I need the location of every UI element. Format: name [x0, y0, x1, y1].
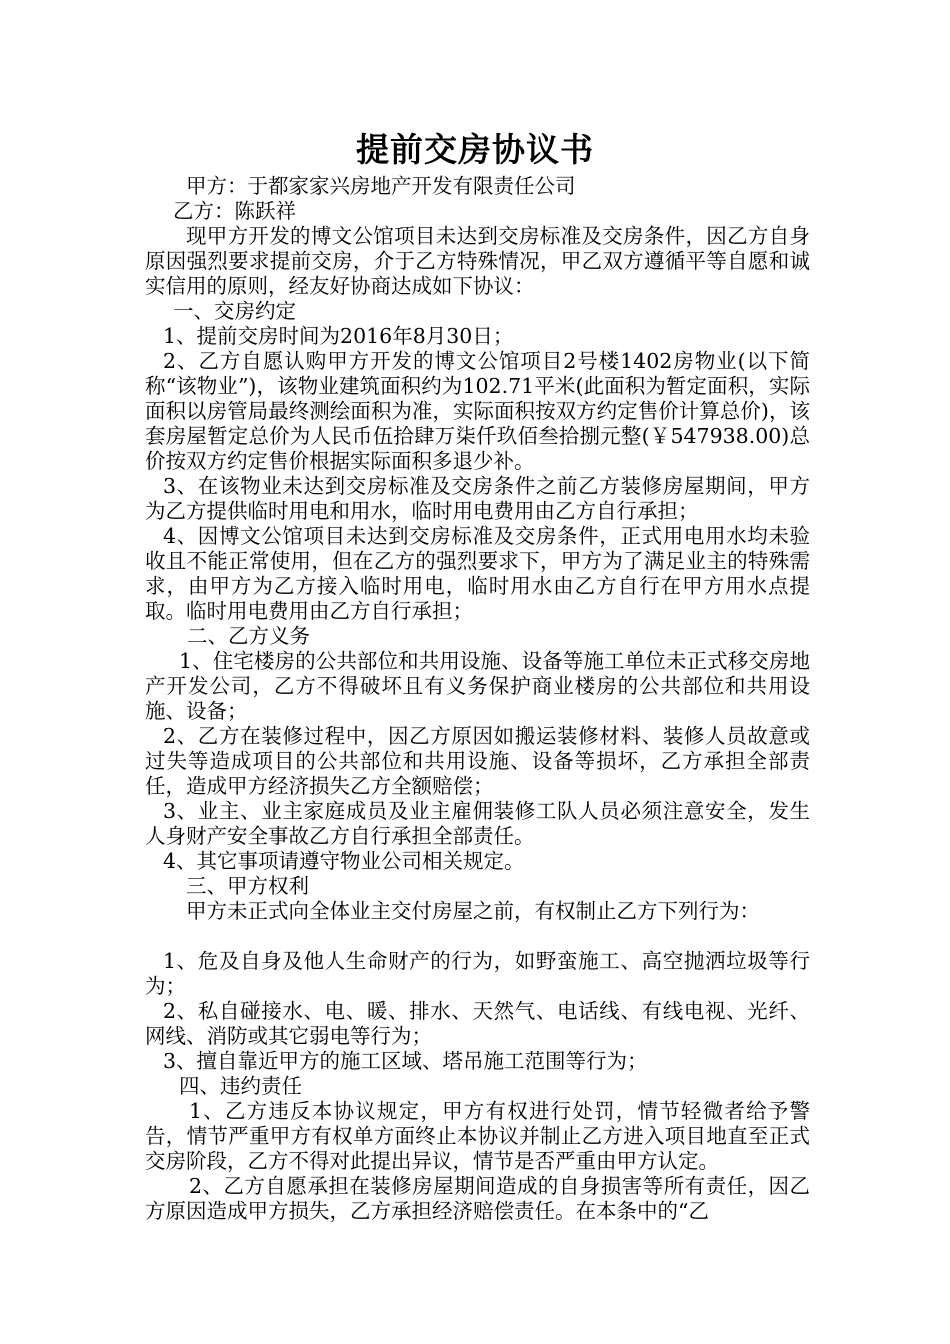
document-body: [145, 174, 810, 1224]
clause-paragraph: 2、乙方自愿认购甲方开发的博文公馆项目2号楼1402房物业(以下简称“该物业”)，该物业建筑面积约为102.71平米(此面积为暂定面积，实际面积以房管局最终测绘面积为准，实际面积按双方约定售价计算总价)，该套房屋暂定总价为人民币伍拾肆万柒仟玖佰叁拾捌元整(￥547938.00)总价按双方约定售价根据实际面积多退少补。: [145, 349, 810, 473]
section-heading-party-a-rights: 三、甲方权利: [186, 874, 309, 898]
clause-paragraph: 3、在该物业未达到交房标准及交房条件之前乙方装修房屋期间，甲方为乙方提供临时用电和用水，临时用电费用由乙方自行承担；: [145, 474, 810, 523]
clause-paragraph: 1、乙方违反本协议规定，甲方有权进行处罚，情节轻微者给予警告，情节严重甲方有权单方面终止本协议并制止乙方进入项目地直至正式交房阶段，乙方不得对此提出异议，情节是否严重由甲方认定。: [145, 1099, 810, 1173]
section-heading-party-b-obligations: 二、乙方义务: [187, 624, 310, 648]
clause-paragraph: 2、乙方在装修过程中，因乙方原因如搬运装修材料、装修人员故意或过失等造成项目的公共部位和共用设施、设备等损坏，乙方承担全部责任，造成甲方经济损失乙方全额赔偿；: [145, 724, 810, 798]
blank-line: [145, 924, 810, 949]
clause-paragraph: 3、业主、业主家庭成员及业主雇佣装修工队人员必须注意安全，发生人身财产安全事故乙方自行承担全部责任。: [145, 799, 810, 848]
rights-intro: 甲方未正式向全体业主交付房屋之前，有权制止乙方下列行为：: [186, 899, 760, 923]
clause-paragraph: 4、因博文公馆项目未达到交房标准及交房条件，正式用电用水均未验收且不能正常使用，但在乙方的强烈要求下，甲方为了满足业主的特殊需求，由甲方为乙方接入临时用电，临时用水由乙方自行在甲方用水点提取。临时用电费用由乙方自行承担；: [145, 524, 810, 623]
preamble-paragraph: 现甲方开发的博文公馆项目未达到交房标准及交房条件，因乙方自身原因强烈要求提前交房，介于乙方特殊情况，甲乙双方遵循平等自愿和诚实信用的原则，经友好协商达成如下协议：: [145, 224, 810, 298]
section-heading-delivery: 一、交房约定: [173, 299, 296, 323]
clause-paragraph: 2、私自碰接水、电、暖、排水、天然气、电话线、有线电视、光纤、网线、消防或其它弱电等行为；: [145, 999, 810, 1048]
clause-paragraph: 4、其它事项请遵守物业公司相关规定。: [163, 849, 525, 873]
clause-paragraph: 1、住宅楼房的公共部位和共用设施、设备等施工单位未正式移交房地产开发公司，乙方不得破坏且有义务保护商业楼房的公共部位和共用设施、设备；: [145, 649, 810, 723]
clause-paragraph: 1、提前交房时间为2016年8月30日；: [163, 324, 514, 348]
document-title: 提前交房协议书: [356, 130, 594, 169]
party-a: 甲方：于都家家兴房地产开发有限责任公司: [186, 174, 576, 198]
clause-paragraph: 3、擅自靠近甲方的施工区域、塔吊施工范围等行为；: [163, 1049, 648, 1073]
clause-paragraph: 1、危及自身及他人生命财产的行为，如野蛮施工、高空抛洒垃圾等行为；: [145, 949, 810, 998]
clause-paragraph: 2、乙方自愿承担在装修房屋期间造成的自身损害等所有责任，因乙方原因造成甲方损失，乙方承担经济赔偿责任。在本条中的“乙: [145, 1174, 810, 1223]
section-heading-liability: 四、违约责任: [179, 1074, 302, 1098]
party-b: 乙方：陈跃祥: [173, 199, 296, 223]
